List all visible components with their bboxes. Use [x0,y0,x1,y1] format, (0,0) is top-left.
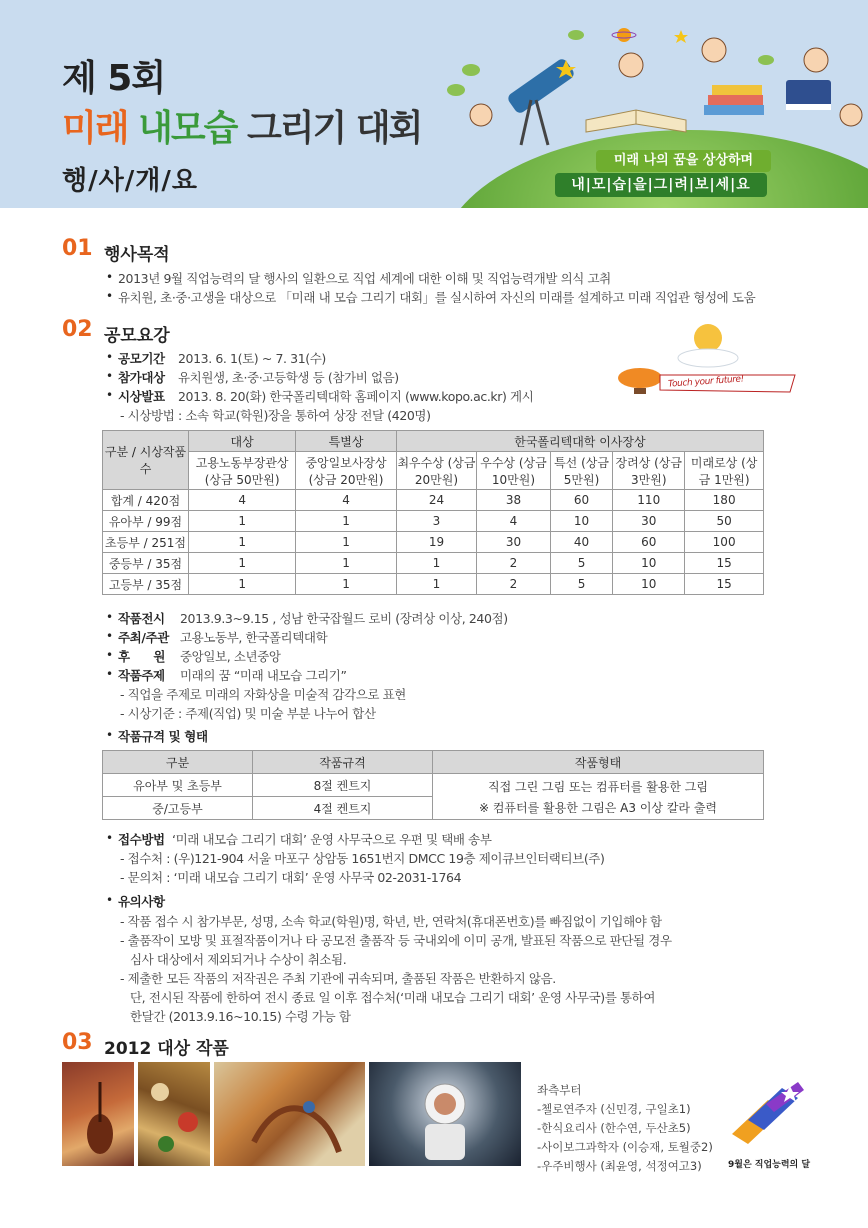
table-row [103,511,764,532]
table-row [103,574,764,595]
award-col-header: 우수상 (상금 10만원) [477,452,551,490]
award-group-special: 특별상 [296,431,397,452]
spec-header-form: 작품형태 [433,751,764,774]
title-edition: 제 5회 [62,58,166,99]
spec-size: 4절 켄트지 [253,797,433,820]
header-banner [0,0,868,208]
bullet-icon: • [106,667,114,681]
bullet-icon: • [106,350,114,364]
sun-icon [678,324,738,367]
note-line: - 작품 접수 시 참가부문, 성명, 소속 학교(학원)명, 학년, 반, 연락처(휴대폰번호)를 빠짐없이 기입해야 함 [120,914,662,929]
section-number-01: 01 [62,236,93,261]
spec-form-line-2: ※ 컴퓨터를 활용한 그림은 A3 이상 칼라 출력 [478,800,718,815]
award-method: - 시상방법 : 소속 학교(학원)장을 통하여 상장 전달 (420명) [120,408,431,423]
note-line: - 출품작이 모방 및 표절작품이거나 타 공모전 출품작 등 국내외에 이미 공개, 발표된 작품으로 판단될 경우 [120,933,672,948]
spec-header-size: 작품규격 [253,751,433,774]
award-col-header: 미래로상 (상금 1만원) [685,452,764,490]
table-cell: 1 [189,553,296,574]
table-row [103,774,764,797]
table-cell: 2 [477,574,551,595]
bullet-icon: • [106,610,114,624]
section-title-purpose: 행사목적 [104,245,170,265]
table-cell: 5 [550,553,612,574]
table-cell: 1 [296,511,397,532]
subtitle: 행/사/개/요 [62,166,198,196]
event-logo-text: 9월은 직업능력의 달 [728,1160,811,1170]
table-cell: 60 [550,490,612,511]
table-cell: 4 [296,490,397,511]
spec-header-division: 구분 [103,751,253,774]
spec-size: 8절 켄트지 [253,774,433,797]
table-cell: 19 [396,532,476,553]
table-cell: 40 [550,532,612,553]
bullet-icon: • [106,369,114,383]
announce-label: 시상발표 [118,389,165,404]
banner-slogan: Touch your future! [667,374,745,390]
target-label: 참가대상 [118,370,165,385]
piano-icon [786,80,831,110]
artwork-chef [138,1062,210,1166]
books-stack-icon [704,85,764,115]
theme-sub-2: - 시상기준 : 주제(직업) 및 미술 부분 나누어 합산 [120,706,376,721]
table-cell: 1 [189,532,296,553]
bullet-icon: • [106,388,114,402]
artwork-astronaut [369,1062,521,1166]
table-row [103,553,764,574]
spec-label: 작품규격 및 형태 [118,729,208,744]
caption-line: -사이보그과학자 (이승재, 토월중2) [537,1140,713,1154]
table-cell: 1 [296,532,397,553]
slogan-bottom: 내|모|습|을|그|려|보|세|요 [555,173,767,197]
row-label: 합계 / 420점 [103,490,189,511]
bullet-icon: • [106,289,114,303]
award-table [102,430,764,595]
spec-division: 유아부 및 초등부 [103,774,253,797]
spec-form [433,774,764,820]
award-col-header: 장려상 (상금 3만원) [613,452,685,490]
title-word-contest: 그리기 대회 [246,108,422,149]
bullet-icon: • [106,831,114,845]
table-cell: 50 [685,511,764,532]
caption-line: -첼로연주자 (신민경, 구일초1) [537,1102,691,1116]
hand-icon [214,1062,365,1166]
section-number-03: 03 [62,1030,93,1055]
announce-value: 2013. 8. 20(화) 한국폴리텍대학 홈페이지 (www.kopo.ac.kr) 게시 [178,389,534,404]
section-number-02: 02 [62,317,93,342]
table-cell: 24 [396,490,476,511]
theme-sub-1: - 직업을 주제로 미래의 자화상을 미술적 감각으로 표현 [120,687,406,702]
exhibit-label: 작품전시 [118,611,165,626]
table-cell: 10 [613,574,685,595]
table-cell: 4 [477,511,551,532]
sponsor-value: 중앙일보, 소년중앙 [180,649,281,664]
row-label: 중등부 / 35점 [103,553,189,574]
award-col-header: 고용노동부장관상 (상금 50만원) [189,452,296,490]
table-cell: 110 [613,490,685,511]
caption-title: 좌측부터 [537,1083,582,1097]
award-table-corner: 구분 / 시상작품 수 [103,431,189,490]
award-group-daesang: 대상 [189,431,296,452]
bullet-icon: • [106,893,114,907]
table-cell: 10 [550,511,612,532]
title-word-myself: 내모습 [138,108,237,149]
book-icon [586,110,686,132]
submit-label: 접수방법 [118,832,165,847]
bullet-icon: • [106,648,114,662]
submit-value: ‘미래 내모습 그리기 대회’ 운영 사무국으로 우편 및 택배 송부 [172,832,492,847]
table-cell: 10 [613,553,685,574]
table-cell: 1 [396,553,476,574]
table-cell: 60 [613,532,685,553]
note-line: 심사 대상에서 제외되거나 수상이 취소됨. [130,952,347,967]
sponsor-label: 후 원 [118,649,166,664]
spec-division: 중/고등부 [103,797,253,820]
main-title [62,100,421,151]
section-title-winners: 2012 대상 작품 [104,1039,229,1059]
table-cell: 1 [396,574,476,595]
kids-illustration [436,20,868,155]
table-cell: 30 [477,532,551,553]
submit-sub-1: - 접수처 : (우)121-904 서울 마포구 상암동 1651번지 DMCC 19층 제이큐브인터랙티브(주) [120,851,605,866]
note-line: - 제출한 모든 작품의 저작권은 주최 기관에 귀속되며, 출품된 작품은 반환하지 않음. [120,971,556,986]
astronaut-icon [369,1062,521,1166]
bullet-icon: • [106,728,114,742]
section-title-guidelines: 공모요강 [104,326,170,346]
table-cell: 3 [396,511,476,532]
table-cell: 1 [296,553,397,574]
purpose-line-1: 2013년 9월 직업능력의 달 행사의 일환으로 직업 세계에 대한 이해 및 직업능력개발 의식 고취 [118,271,611,286]
spec-table [102,750,764,820]
airship-icon [618,368,662,394]
row-label: 고등부 / 35점 [103,574,189,595]
period-value: 2013. 6. 1(토) ~ 7. 31(수) [178,351,326,366]
table-cell: 1 [296,574,397,595]
award-col-header: 최우수상 (상금 20만원) [396,452,476,490]
note-line: 단, 전시된 작품에 한하여 전시 종료 일 이후 접수처(‘미래 내모습 그리기 대회’ 운영 사무국)를 통하여 [130,990,656,1005]
theme-label: 작품주제 [118,668,165,683]
caption-line: -한식요리사 (한수연, 두산초5) [537,1121,691,1135]
table-cell: 4 [189,490,296,511]
row-label: 유아부 / 99점 [103,511,189,532]
spec-form-line-1: 직접 그린 그림 또는 컴퓨터를 활용한 그림 [488,779,708,794]
table-cell: 1 [189,574,296,595]
award-group-kopo: 한국폴리텍대학 이사장상 [396,431,763,452]
slogan-top: 미래 나의 꿈을 상상하며 [596,150,771,172]
host-label: 주최/주관 [118,630,169,645]
exhibit-value: 2013.9.3~9.15 , 성남 한국잡월드 로비 (장려상 이상, 240점) [180,611,508,626]
food-icon [138,1062,210,1166]
balloon-illustration [600,320,800,410]
table-cell: 2 [477,553,551,574]
row-label: 초등부 / 251점 [103,532,189,553]
table-cell: 15 [685,574,764,595]
host-value: 고용노동부, 한국폴리텍대학 [180,630,328,645]
award-col-header: 중앙일보사장상 (상금 20만원) [296,452,397,490]
bullet-icon: • [106,629,114,643]
title-word-future: 미래 [62,108,128,149]
event-logo-icon [728,1080,808,1150]
submit-sub-2: - 문의처 : ‘미래 내모습 그리기 대회’ 운영 사무국 02-2031-1764 [120,870,462,885]
caption-line: -우주비행사 (최윤영, 석정여고3) [537,1159,702,1173]
table-cell: 100 [685,532,764,553]
purpose-line-2: 유치원, 초·중·고생을 대상으로 「미래 내 모습 그리기 대회」를 실시하여 자신의 미래를 설계하고 미래 직업관 형성에 도움 [118,290,756,305]
table-cell: 1 [189,511,296,532]
artwork-cellist [62,1062,134,1166]
table-cell: 5 [550,574,612,595]
planet-icon [612,28,636,42]
target-value: 유치원생, 초·중·고등학생 등 (참가비 없음) [178,370,399,385]
artwork-cyborg-scientist [214,1062,365,1166]
note-line: 한달간 (2013.9.16~10.15) 수령 가능 함 [130,1009,351,1024]
bullet-icon: • [106,270,114,284]
table-cell: 30 [613,511,685,532]
cello-icon [62,1062,134,1166]
table-cell: 38 [477,490,551,511]
period-label: 공모기간 [118,351,165,366]
table-cell: 180 [685,490,764,511]
award-col-header: 특선 (상금 5만원) [550,452,612,490]
table-row [103,532,764,553]
theme-value: 미래의 꿈 “미래 내모습 그리기” [180,668,347,683]
table-row [103,490,764,511]
table-cell: 15 [685,553,764,574]
notes-label: 유의사항 [118,894,165,909]
